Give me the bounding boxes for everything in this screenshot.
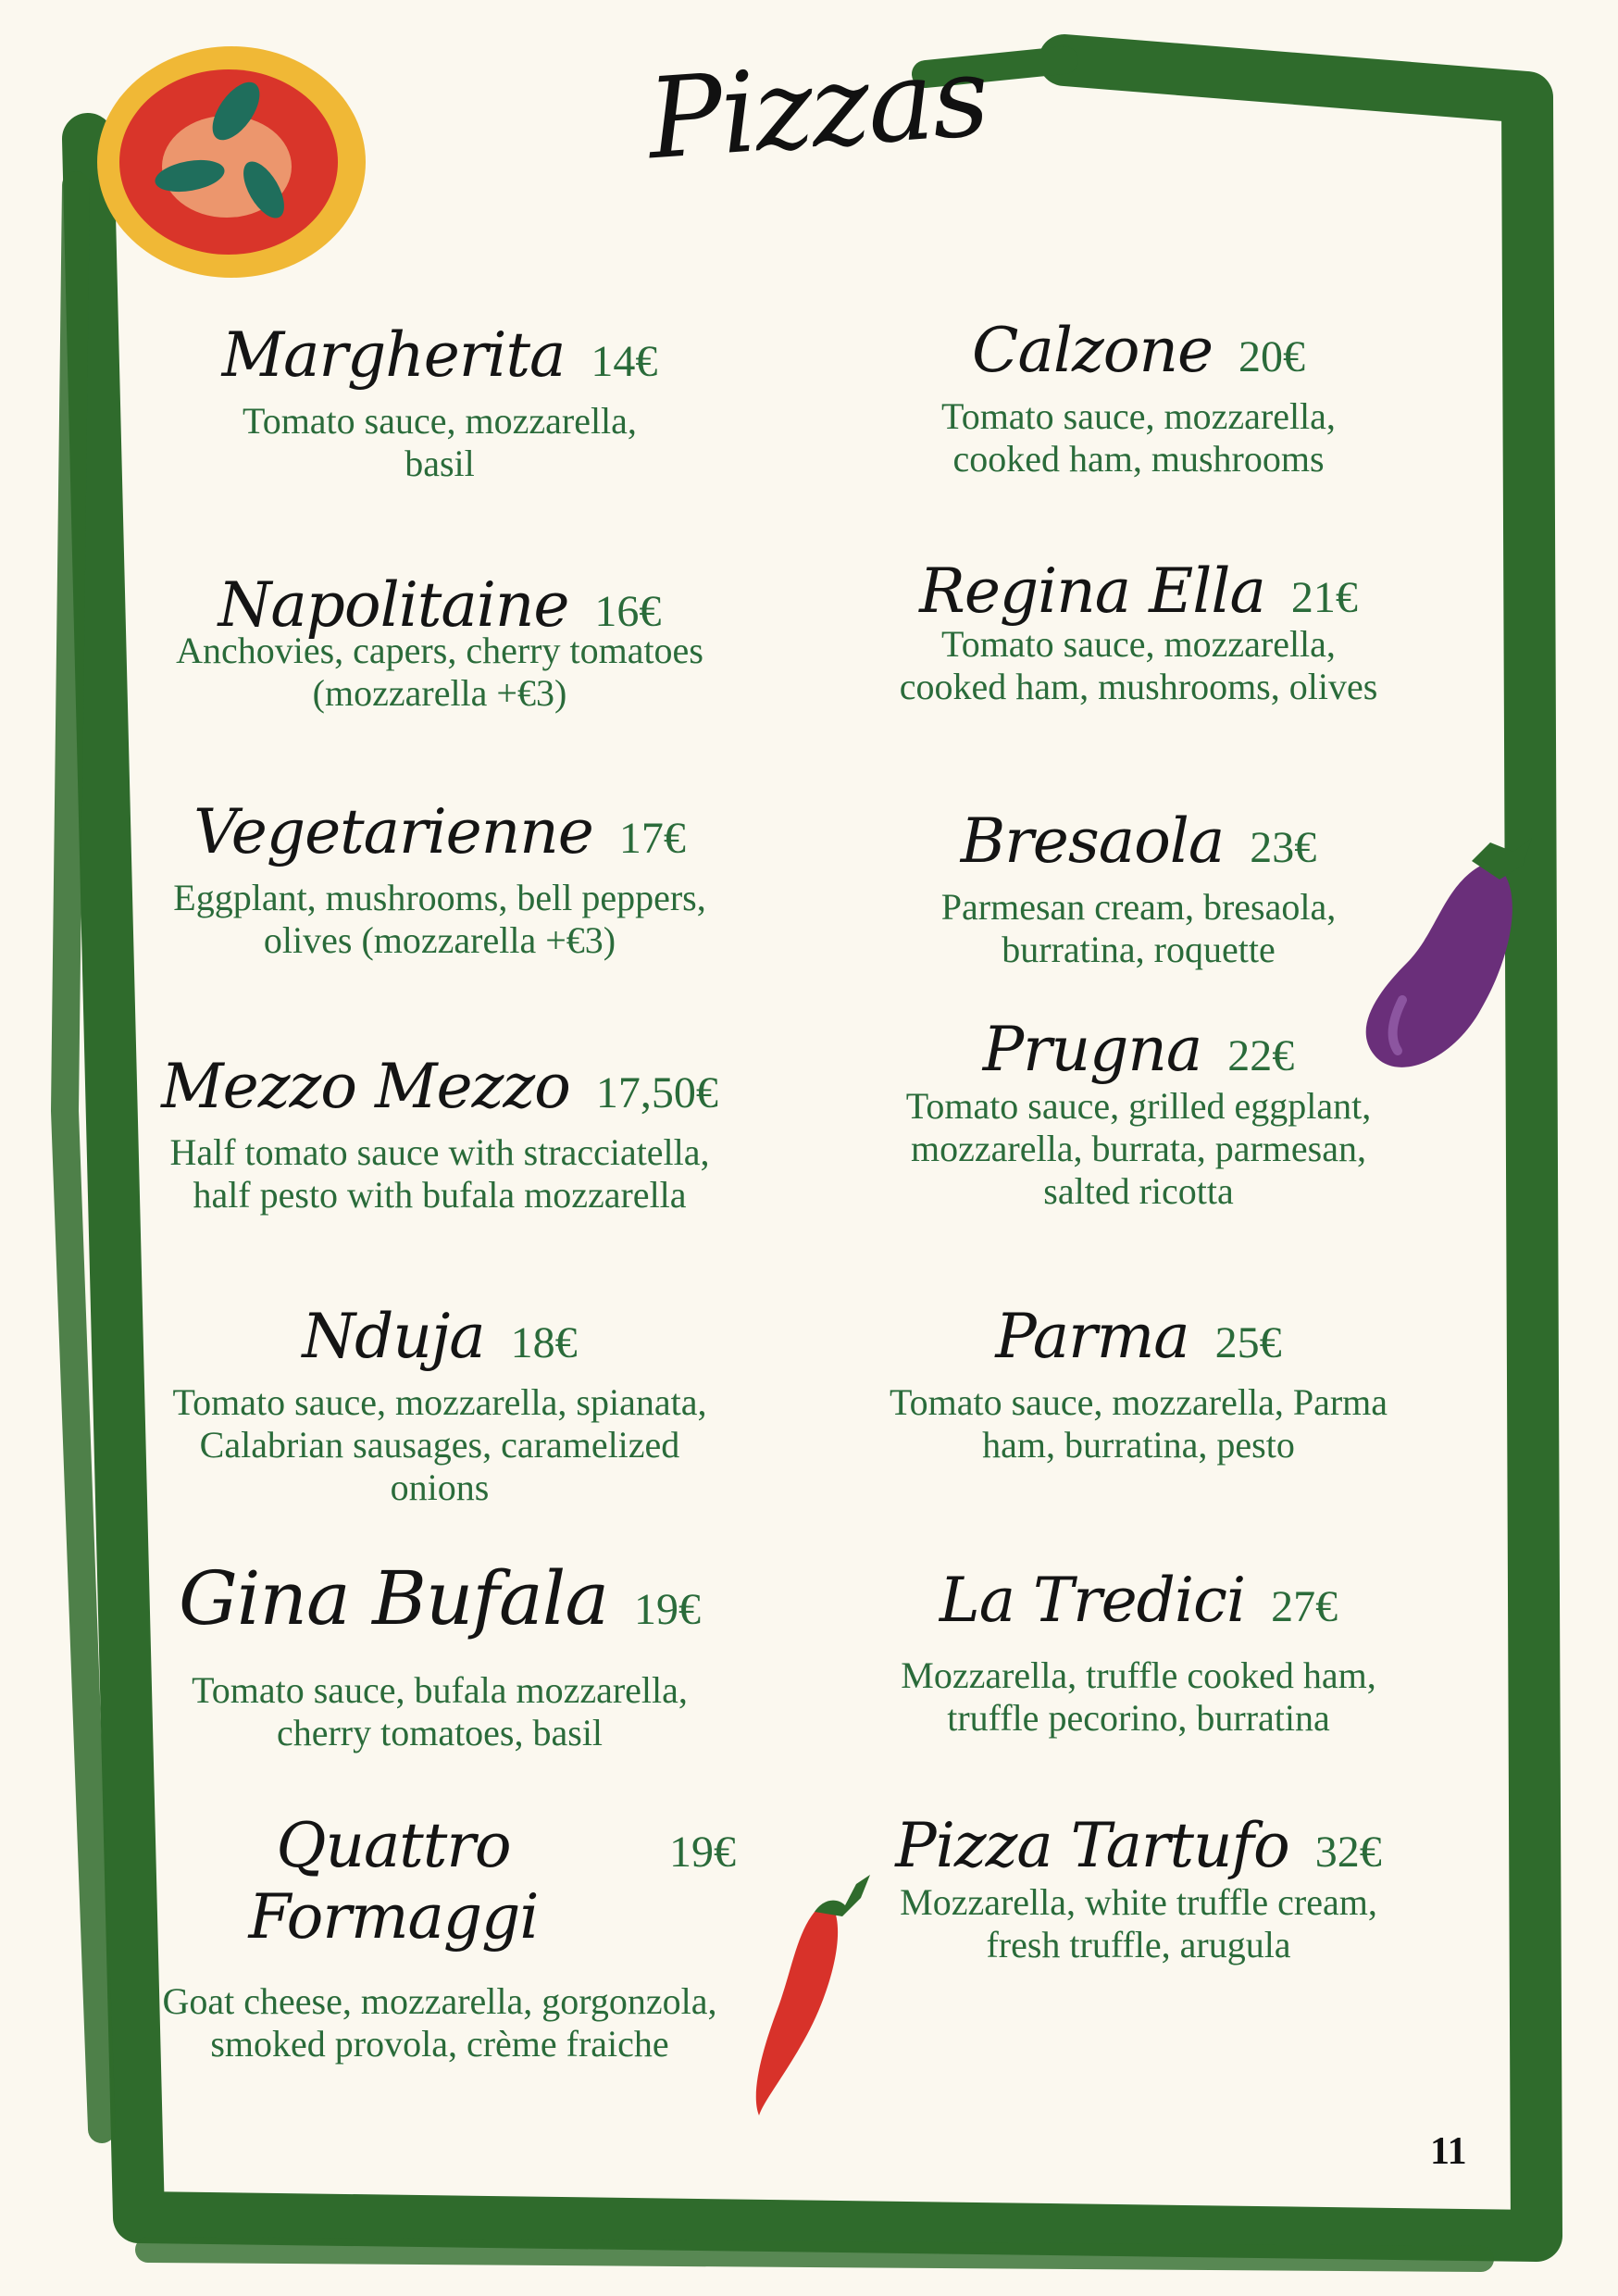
menu-item	[842, 1014, 1435, 1213]
item-name: La Tredici	[939, 1565, 1246, 1636]
menu-item	[143, 569, 736, 715]
item-description: Tomato sauce, bufala mozzarella, cherry tomatoes, basil	[192, 1669, 688, 1753]
item-price: 19€	[669, 1828, 736, 1877]
item-price: 17€	[618, 814, 686, 863]
item-description: Anchovies, capers, cherry tomatoes (mozzarella +€3)	[176, 630, 703, 714]
item-description: Tomato sauce, mozzarella, Parma ham, burratina, pesto	[889, 1381, 1388, 1466]
item-description: Tomato sauce, mozzarella, cooked ham, mushrooms	[941, 395, 1336, 480]
menu-item	[143, 1810, 736, 2065]
item-price: 20€	[1238, 332, 1306, 381]
item-description: Mozzarella, truffle cooked ham, truffle pecorino, burratina	[901, 1654, 1376, 1739]
menu-item	[143, 1555, 736, 1754]
menu-item	[842, 1301, 1435, 1466]
menu-item	[842, 805, 1435, 971]
item-price: 25€	[1214, 1318, 1282, 1367]
menu-item	[842, 1810, 1435, 1966]
item-name: Napolitaine	[218, 569, 569, 641]
item-name: Bresaola	[960, 805, 1225, 877]
item-name: Calzone	[971, 315, 1214, 386]
item-price: 18€	[510, 1318, 578, 1367]
item-price: 17,50€	[595, 1068, 718, 1117]
item-description: Tomato sauce, grilled eggplant, mozzarella, burrata, parmesan, salted ricotta	[905, 1085, 1372, 1212]
menu-item	[143, 319, 736, 485]
item-name: Pizza Tartufo	[895, 1810, 1289, 1881]
eggplant-icon	[1351, 824, 1555, 1092]
item-description: Tomato sauce, mozzarella, spianata, Calabrian sausages, caramelized onions	[172, 1381, 707, 1508]
item-price: 19€	[634, 1585, 702, 1634]
item-name: Nduja	[302, 1301, 485, 1372]
item-price: 22€	[1227, 1031, 1295, 1080]
item-price: 27€	[1271, 1582, 1338, 1631]
chili-pepper-icon	[727, 1861, 884, 2120]
item-price: 21€	[1290, 573, 1358, 622]
menu-item	[842, 315, 1435, 480]
menu-item	[143, 1301, 736, 1509]
pizza-icon	[88, 37, 375, 287]
menu-item	[143, 1051, 736, 1217]
item-description: Tomato sauce, mozzarella, cooked ham, mushrooms, olives	[899, 623, 1378, 707]
page-number: 11	[1430, 2130, 1467, 2173]
menu-item	[842, 1565, 1435, 1740]
item-name: Vegetarienne	[193, 796, 593, 867]
item-price: 32€	[1314, 1828, 1382, 1877]
item-price: 14€	[591, 337, 658, 386]
item-description: Mozzarella, white truffle cream, fresh truffle, arugula	[900, 1881, 1377, 1965]
item-name: Mezzo Mezzo	[161, 1051, 570, 1122]
item-name: Parma	[995, 1301, 1189, 1372]
page-title: Pizzas	[643, 32, 992, 185]
item-description: Tomato sauce, mozzarella, basil	[243, 400, 637, 484]
item-description: Eggplant, mushrooms, bell peppers, olives (mozzarella +€3)	[173, 877, 706, 961]
item-name: Prugna	[982, 1014, 1202, 1085]
menu-item	[842, 555, 1435, 708]
item-name: Gina Bufala	[178, 1555, 609, 1641]
item-price: 23€	[1250, 823, 1317, 872]
item-description: Parmesan cream, bresaola, burratina, roquette	[940, 886, 1337, 970]
item-description: Half tomato sauce with stracciatella, half pesto with bufala mozzarella	[169, 1131, 710, 1216]
item-price: 16€	[594, 587, 662, 636]
item-name: Regina Ella	[919, 555, 1265, 627]
item-description: Goat cheese, mozzarella, gorgonzola, smoked provola, crème fraiche	[162, 1980, 717, 2065]
item-name: Quattro Formaggi	[248, 1810, 539, 1953]
item-name: Margherita	[221, 319, 566, 391]
menu-item	[143, 796, 736, 962]
